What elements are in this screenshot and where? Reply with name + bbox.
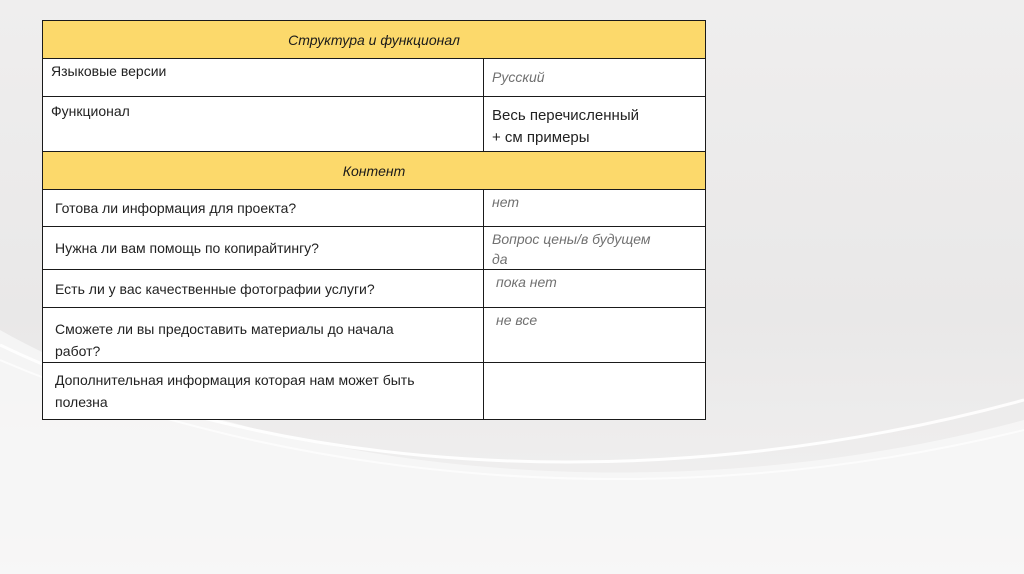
question-cell: Нужна ли вам помощь по копирайтингу?: [43, 227, 484, 270]
answer-cell[interactable]: Русский: [484, 59, 706, 97]
answer-cell[interactable]: пока нет: [484, 270, 706, 308]
question-cell: Готова ли информация для проекта?: [43, 190, 484, 227]
survey-table-container: [42, 20, 706, 420]
question-line: полезна: [55, 394, 108, 410]
question-cell: [43, 308, 484, 363]
question-line: Дополнительная информация которая нам может быть: [55, 372, 415, 388]
table-row: [43, 363, 706, 420]
table-row: [43, 97, 706, 152]
question-cell: [43, 363, 484, 420]
section-header-row: [43, 152, 706, 190]
answer-cell[interactable]: [484, 227, 706, 270]
question-line: работ?: [55, 343, 101, 359]
table-row: [43, 270, 706, 308]
section-header-row: [43, 21, 706, 59]
answer-cell[interactable]: нет: [484, 190, 706, 227]
survey-table: [42, 20, 706, 420]
question-cell: Языковые версии: [43, 59, 484, 97]
question-cell: Есть ли у вас качественные фотографии услуги?: [43, 270, 484, 308]
answer-line: + см примеры: [492, 129, 590, 146]
table-row: [43, 308, 706, 363]
answer-line: Вопрос цены/в будущем: [492, 231, 651, 247]
section-header-structure: Структура и функционал: [43, 21, 706, 59]
question-cell: Функционал: [43, 97, 484, 152]
answer-cell[interactable]: [484, 363, 706, 420]
answer-cell[interactable]: не все: [484, 308, 706, 363]
answer-line: Весь перечисленный: [492, 107, 639, 124]
answer-line: да: [492, 251, 508, 267]
table-row: [43, 227, 706, 270]
table-row: [43, 190, 706, 227]
answer-cell[interactable]: [484, 97, 706, 152]
section-header-content: Контент: [43, 152, 706, 190]
table-row: [43, 59, 706, 97]
question-line: Сможете ли вы предоставить материалы до начала: [55, 321, 394, 337]
